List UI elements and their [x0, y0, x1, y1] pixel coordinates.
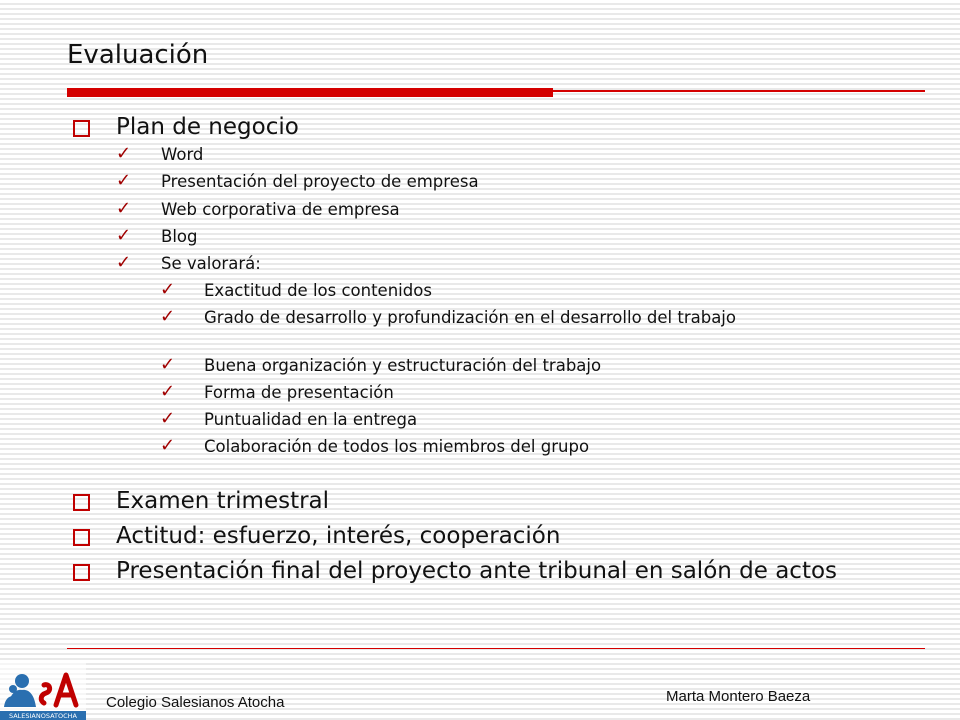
checkmark-icon: ✓ [116, 225, 132, 246]
criteria-item-organizacion [160, 354, 904, 375]
criteria-item-grado-desarrollo [160, 306, 864, 327]
sub-item-label: Word [161, 145, 204, 164]
slide-title: Evaluación [67, 40, 209, 70]
sub-item-word [116, 143, 204, 164]
bullet-item-label: Examen trimestral [116, 488, 330, 514]
criteria-item-colaboracion [160, 435, 904, 456]
criteria-item-puntualidad [160, 408, 904, 429]
checkmark-icon: ✓ [160, 279, 176, 300]
bullet-item-label: Presentación final del proyecto ante tribunal en salón de actos [116, 558, 838, 584]
bullet-item-label: Actitud: esfuerzo, interés, cooperación [116, 523, 561, 549]
bullet-item-label: Plan de negocio [116, 114, 299, 140]
checkmark-icon: ✓ [160, 435, 176, 456]
title-rule-thin [553, 90, 925, 92]
checkmark-icon: ✓ [116, 170, 132, 191]
bullet-item-plan-de-negocio [116, 115, 299, 140]
sub-item-presentacion [116, 170, 479, 191]
criteria-item-label: Forma de presentación [204, 383, 394, 402]
sub-item-label: Presentación del proyecto de empresa [161, 172, 479, 191]
checkmark-icon: ✓ [116, 198, 132, 219]
checkmark-icon: ✓ [160, 408, 176, 429]
square-bullet-icon [73, 529, 90, 546]
sub-item-web-corporativa [116, 198, 400, 219]
checkmark-icon: ✓ [116, 143, 132, 164]
square-bullet-icon [73, 494, 90, 511]
criteria-item-exactitud [160, 279, 904, 300]
bullet-item-actitud [116, 524, 560, 549]
checkmark-icon: ✓ [160, 306, 176, 327]
criteria-item-label: Colaboración de todos los miembros del grupo [204, 437, 590, 456]
sub-item-blog [116, 225, 198, 246]
checkmark-icon: ✓ [160, 381, 176, 402]
criteria-item-label: Puntualidad en la entrega [204, 410, 418, 429]
criteria-item-label: Grado de desarrollo y profundización en el desarrollo del trabajo [204, 308, 736, 327]
checkmark-icon: ✓ [160, 354, 176, 375]
square-bullet-icon [73, 120, 90, 137]
sub-item-label: Web corporativa de empresa [161, 200, 400, 219]
footer-school-name: Colegio Salesianos Atocha [106, 694, 285, 711]
square-bullet-icon [73, 564, 90, 581]
footer-rule [67, 648, 925, 649]
sub-item-label: Se valorará: [161, 254, 261, 273]
logo-text: SALESIANOSATOCHA [8, 712, 78, 720]
sub-item-label: Blog [161, 227, 198, 246]
criteria-item-label: Buena organización y estructuración del trabajo [204, 356, 602, 375]
title-rule [67, 88, 553, 97]
school-logo [0, 663, 86, 720]
bullet-item-examen [116, 489, 329, 514]
criteria-item-forma-presentacion [160, 381, 904, 402]
bullet-item-presentacion-final [116, 559, 876, 584]
checkmark-icon: ✓ [116, 252, 132, 273]
criteria-item-label: Exactitud de los contenidos [204, 281, 432, 300]
footer-author-name: Marta Montero Baeza [666, 688, 811, 705]
sub-item-se-valorara [116, 252, 261, 273]
